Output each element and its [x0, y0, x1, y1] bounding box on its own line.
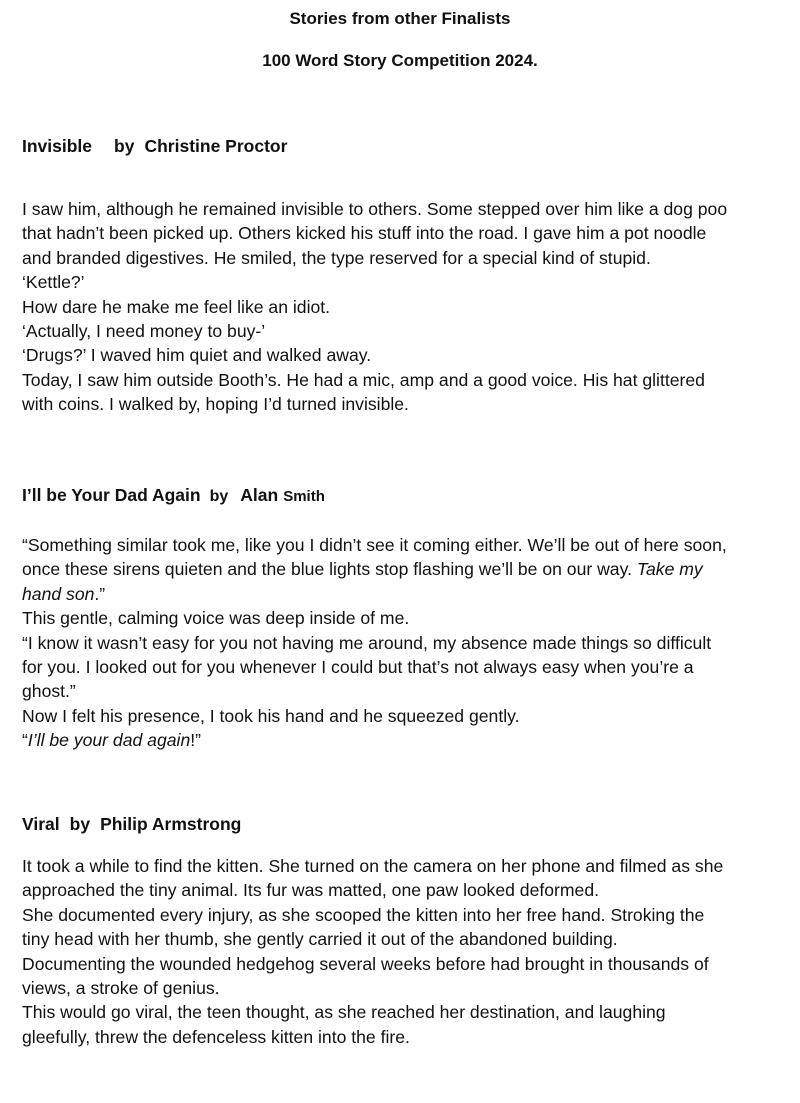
story-line: Today, I saw him outside Booth’s. He had a mic, amp and a good voice. His hat glittered	[22, 369, 705, 390]
story-line: How dare he make me feel like an idiot.	[22, 296, 331, 317]
story-title-text: I’ll be Your Dad Again	[22, 485, 201, 505]
story-line: “Something similar took me, like you I didn’t see it coming either. We’ll be out of here soon,	[22, 535, 727, 555]
story-author-last: Smith	[283, 488, 325, 505]
story-line: that hadn’t been picked up. Others kicked his stuff into the road. I gave him a pot noodle	[22, 223, 707, 244]
story-line: views, a stroke of genius.	[22, 978, 220, 999]
story-line: with coins. I walked by, hoping I’d turned invisible.	[22, 394, 409, 415]
story-line: This gentle, calming voice was deep inside of me.	[22, 608, 410, 629]
italic-text: Take my	[636, 559, 703, 580]
story-line: approached the tiny animal. Its fur was matted, one paw looked deformed.	[22, 880, 600, 901]
story-by-label: by	[209, 488, 229, 505]
story-line: Documenting the wounded hedgehog several weeks before had brought in thousands of	[22, 953, 709, 974]
story-line: This would go viral, the teen thought, as she reached her destination, and laughing	[22, 1002, 666, 1023]
story-line: gleefully, threw the defenceless kitten into the fire.	[22, 1026, 410, 1047]
story-body-invisible	[22, 197, 782, 417]
story-title-viral	[22, 812, 241, 836]
story-line: hand son.”	[22, 583, 106, 604]
story-line: She documented every injury, as she scooped the kitten into her free hand. Stroking the	[22, 904, 705, 925]
story-line: It took a while to find the kitten. She turned on the camera on her phone and filmed as she	[22, 856, 724, 876]
story-line: “I’ll be your dad again!”	[22, 730, 201, 751]
story-line: Now I felt his presence, I took his hand and he squeezed gently.	[22, 705, 520, 726]
story-author-first: Alan	[240, 485, 279, 505]
story-line: “I know it wasn’t easy for you not having me around, my absence made things so difficult	[22, 632, 712, 653]
italic-text: hand son	[22, 583, 95, 604]
story-line: once these sirens quieten and the blue lights stop flashing we’ll be on our way. Take my	[22, 559, 703, 580]
document-heading-competition: 100 Word Story Competition 2024.	[262, 51, 538, 70]
story-line: and branded digestives. He smiled, the type reserved for a special kind of stupid.	[22, 247, 651, 268]
story-body-dad-again	[22, 533, 782, 753]
story-line: ‘Drugs?’ I waved him quiet and walked away.	[22, 345, 372, 366]
document-heading-finalists: Stories from other Finalists	[289, 9, 511, 28]
story-by-label: by	[114, 136, 135, 156]
story-line: I saw him, although he remained invisible to others. Some stepped over him like a dog poo	[22, 199, 728, 219]
story-title-text: Invisible	[22, 136, 93, 156]
story-body-viral	[22, 854, 782, 1049]
story-by-label: by	[69, 814, 91, 834]
story-title-invisible	[22, 134, 287, 158]
italic-text: I’ll be your dad again	[27, 730, 191, 751]
story-title-dad-again	[22, 483, 325, 509]
story-author: Philip Armstrong	[100, 814, 242, 834]
story-line: ‘Actually, I need money to buy-’	[22, 321, 266, 342]
story-line: ‘Kettle?’	[22, 272, 85, 293]
story-author: Christine Proctor	[144, 136, 288, 156]
story-line: ghost.”	[22, 681, 76, 702]
story-line: for you. I looked out for you whenever I could but that’s not always easy when you’re a	[22, 657, 694, 678]
story-title-text: Viral	[22, 814, 60, 834]
story-line: tiny head with her thumb, she gently carried it out of the abandoned building.	[22, 929, 618, 950]
